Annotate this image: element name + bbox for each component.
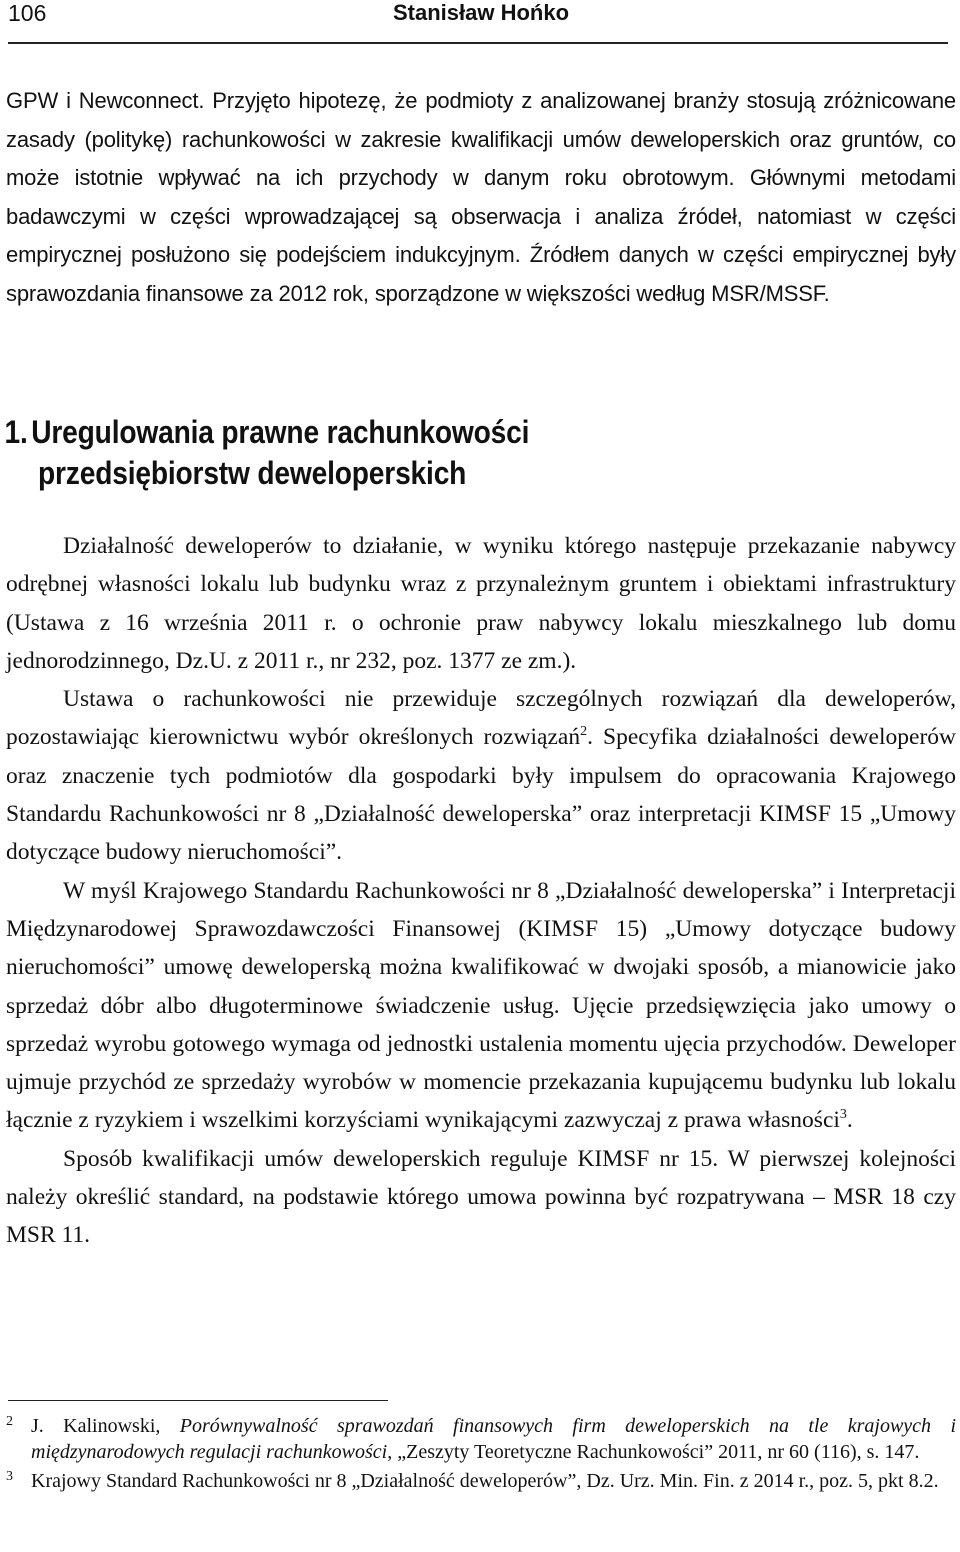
intro-text: GPW i Newconnect. Przyjęto hipotezę, że podmioty z analizowanej branży stosują zróżnicowane zasady (politykę) rachunkowości w zakresie kwalifikacji umów deweloperskich oraz gruntów, co może istotnie wpływać na ich przychody w danym roku obrotowym. Głównymi metodami badawczymi w części wprowadzającej są obserwacja i analiza źródeł, natomiast w części empirycznej posłużono się podejściem indukcyjnym. Źródłem danych w części empirycznej były sprawozdania finansowe za 2012 rok, sporządzone w większości według MSR/MSSF. (6, 88, 956, 306)
running-header (8, 0, 954, 34)
section-title-line1: Uregulowania prawne rachunkowości (31, 414, 530, 450)
footnotes (6, 1414, 956, 1499)
body-paragraph-2-text-a: Ustawa o rachunkowości nie przewiduje szczególnych rozwiązań dla deweloperów, pozostawiając kierownictwu wybór określonych rozwiązań (6, 686, 956, 751)
header-rule (8, 42, 948, 44)
body-paragraph-3-text-a: W myśl Krajowego Standardu Rachunkowości nr 8 „Działalność deweloperska” i Interpretacji Międzynarodowej Sprawozdawczości Finansowej (KIMSF 15) „Umowy dotyczące budowy nieruchomości” umowę deweloperską można kwalifikować w dwojaki sposób, a mianowicie jako sprzedaż dóbr albo długoterminowe świadczenie usług. Ujęcie przedsięwzięcia jako umowy o sprzedaż wyrobu gotowego wymaga od jednostki ustalenia momentu ujęcia przychodów. Deweloper ujmuje przychód ze sprzedaży wyrobów w momencie przekazania kupującemu budynku lub lokalu łącznie z ryzykiem i wszelkimi korzyściami wynikającymi zazwyczaj z prawa własności (6, 877, 956, 1134)
intro-paragraph (6, 82, 956, 314)
footnote-mark: 2 (6, 1414, 13, 1429)
footnote-2-text-b: , „Zeszyty Teoretyczne Rachunkowości” 2011, nr 60 (116), s. 147. (387, 1440, 920, 1463)
running-header-author: Stanisław Hońko (392, 0, 570, 25)
section-heading (4, 412, 812, 494)
body-paragraph-4: Sposób kwalifikacji umów deweloperskich reguluje KIMSF nr 15. W pierwszej kolejności należy określić standard, na podstawie którego umowa powinna być rozpatrywana – MSR 18 czy MSR 11. (6, 1145, 956, 1249)
footnote-rule (8, 1400, 388, 1401)
footnote-ref-2[interactable]: 2 (580, 724, 588, 740)
footnote-3-text: Krajowy Standard Rachunkowości nr 8 „Działalność deweloperów”, Dz. Urz. Min. Fin. z 2014 r., poz. 5, pkt 8.2. (31, 1470, 939, 1492)
section-number: 1. (4, 414, 28, 450)
body-paragraph-3-text-b: . (846, 1107, 853, 1134)
footnote-2-title: Porównywalność sprawozdań finansowych firm deweloperskich na tle krajowych i międzynarodowych regulacji rachunkowości (31, 1415, 957, 1463)
footnote-ref-3[interactable]: 3 (839, 1107, 847, 1123)
page-number: 106 (8, 0, 47, 26)
footnote-2 (6, 1414, 956, 1465)
footnote-2-text-a: J. Kalinowski, (31, 1415, 180, 1437)
body-paragraph-2-text-b: . Specyfika działalności deweloperów oraz znaczenie tych podmiotów dla gospodarki były impulsem do opracowania Krajowego Standardu Rachunkowości nr 8 „Działalność deweloperska” oraz interpretacji KIMSF 15 „Umowy dotyczące budowy nieruchomości”. (6, 724, 956, 866)
section-title-line2: przedsiębiorstw deweloperskich (38, 455, 467, 491)
body-paragraph-3 (6, 872, 956, 1140)
body-paragraph-1: Działalność deweloperów to działanie, w wyniku którego następuje przekazanie nabywcy odrębnej własności lokalu lub budynku wraz z przynależnym gruntem i obiektami infrastruktury (Ustawa z 16 września 2011 r. o ochronie praw nabywcy lokalu mieszkalnego lub domu jednorodzinnego, Dz.U. z 2011 r., nr 232, poz. 1377 ze zm.). (6, 533, 956, 674)
footnote-3 (6, 1469, 956, 1495)
footnote-mark: 3 (6, 1469, 13, 1484)
section-body (6, 527, 956, 1255)
body-paragraph-2 (6, 680, 956, 871)
